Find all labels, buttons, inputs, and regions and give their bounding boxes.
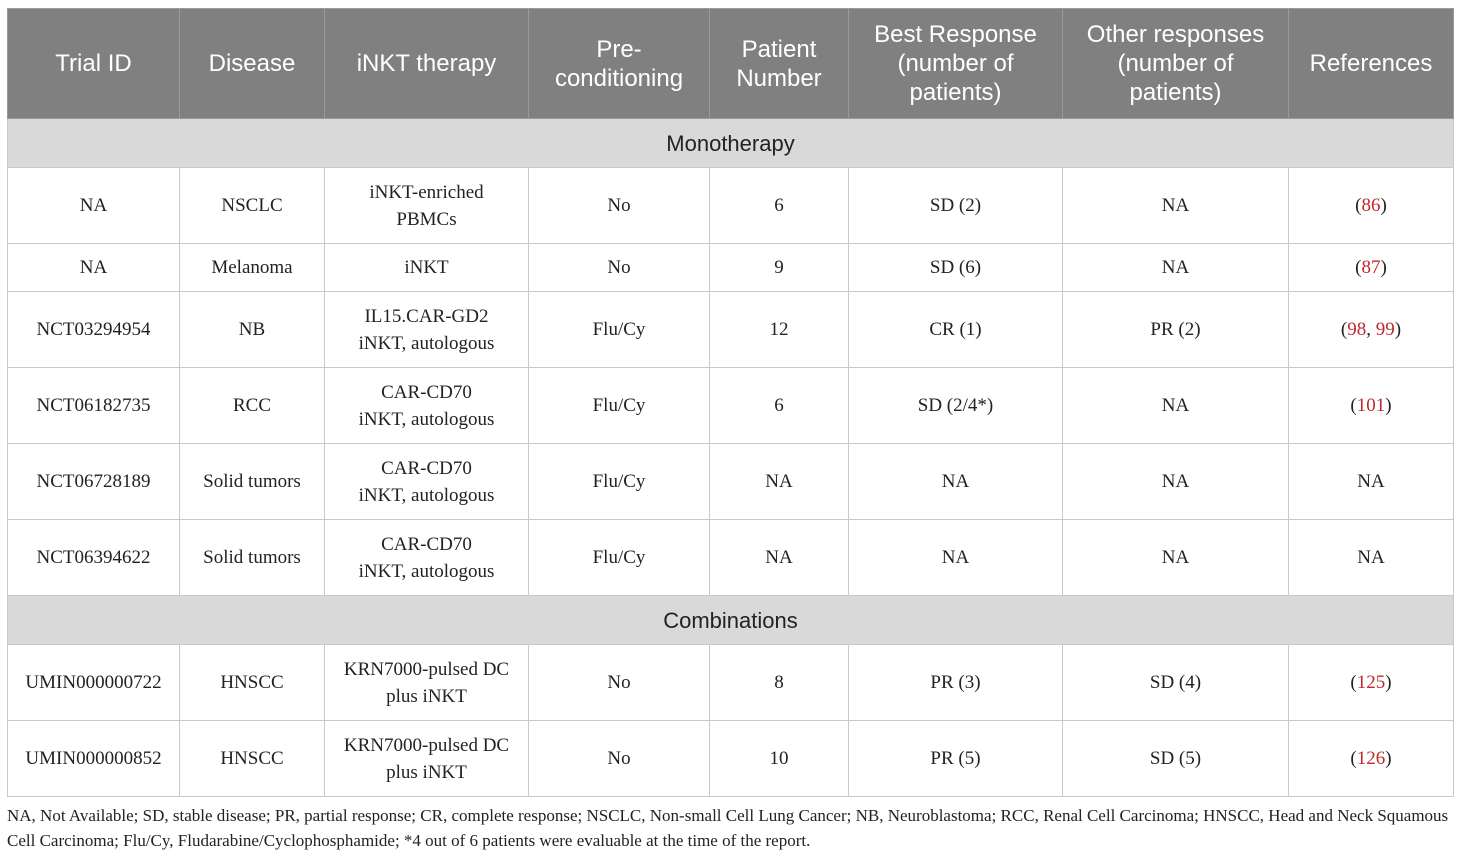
references-cell: (126) <box>1289 721 1454 797</box>
table-row <box>8 368 1454 444</box>
therapy-cell: iNKT-enriched PBMCs <box>325 168 529 244</box>
therapy-cell: CAR-CD70 iNKT, autologous <box>325 444 529 520</box>
trial-id-cell: UMIN000000852 <box>8 721 180 797</box>
therapy-cell: KRN7000-pulsed DC plus iNKT <box>325 721 529 797</box>
best-response-cell: SD (2) <box>849 168 1063 244</box>
patient-number-cell: 6 <box>710 368 849 444</box>
disease-cell: Solid tumors <box>180 444 325 520</box>
therapy-cell: IL15.CAR-GD2 iNKT, autologous <box>325 292 529 368</box>
disease-cell: NSCLC <box>180 168 325 244</box>
other-responses-cell: SD (4) <box>1063 645 1289 721</box>
disease-cell: HNSCC <box>180 721 325 797</box>
table-row <box>8 721 1454 797</box>
trials-table <box>7 8 1454 797</box>
table-container <box>7 8 1453 797</box>
therapy-cell: KRN7000-pulsed DC plus iNKT <box>325 645 529 721</box>
preconditioning-cell: Flu/Cy <box>529 292 710 368</box>
trial-id-cell: NCT06728189 <box>8 444 180 520</box>
patient-number-cell: 12 <box>710 292 849 368</box>
trial-id-cell: NCT03294954 <box>8 292 180 368</box>
references-cell: (101) <box>1289 368 1454 444</box>
header-disease: Disease <box>180 9 325 119</box>
section-row <box>8 596 1454 645</box>
other-responses-cell: NA <box>1063 244 1289 292</box>
section-title: Combinations <box>8 596 1454 645</box>
disease-cell: Melanoma <box>180 244 325 292</box>
table-row <box>8 292 1454 368</box>
patient-number-cell: NA <box>710 444 849 520</box>
best-response-cell: NA <box>849 444 1063 520</box>
preconditioning-cell: No <box>529 168 710 244</box>
disease-cell: NB <box>180 292 325 368</box>
preconditioning-cell: No <box>529 645 710 721</box>
therapy-cell: iNKT <box>325 244 529 292</box>
reference-link[interactable]: 126 <box>1356 748 1386 769</box>
other-responses-cell: NA <box>1063 444 1289 520</box>
patient-number-cell: 8 <box>710 645 849 721</box>
other-responses-cell: SD (5) <box>1063 721 1289 797</box>
reference-link[interactable]: 87 <box>1361 257 1381 278</box>
patient-number-cell: 10 <box>710 721 849 797</box>
reference-link[interactable]: 86 <box>1361 195 1381 216</box>
section-row <box>8 119 1454 168</box>
preconditioning-cell: Flu/Cy <box>529 368 710 444</box>
table-row <box>8 168 1454 244</box>
reference-link[interactable]: 101 <box>1356 395 1386 416</box>
header-other-responses: Other responses (number of patients) <box>1063 9 1289 119</box>
reference-link[interactable]: 125 <box>1356 672 1386 693</box>
references-cell: (87) <box>1289 244 1454 292</box>
header-references: References <box>1289 9 1454 119</box>
patient-number-cell: NA <box>710 520 849 596</box>
header-patient-number: Patient Number <box>710 9 849 119</box>
trial-id-cell: NCT06394622 <box>8 520 180 596</box>
reference-link[interactable]: 98 <box>1347 319 1367 340</box>
preconditioning-cell: No <box>529 721 710 797</box>
header-trial-id: Trial ID <box>8 9 180 119</box>
header-therapy: iNKT therapy <box>325 9 529 119</box>
therapy-cell: CAR-CD70 iNKT, autologous <box>325 368 529 444</box>
other-responses-cell: NA <box>1063 168 1289 244</box>
header-row <box>8 9 1454 119</box>
trial-id-cell: NCT06182735 <box>8 368 180 444</box>
disease-cell: Solid tumors <box>180 520 325 596</box>
table-row <box>8 645 1454 721</box>
section-title: Monotherapy <box>8 119 1454 168</box>
trial-id-cell: NA <box>8 168 180 244</box>
best-response-cell: CR (1) <box>849 292 1063 368</box>
best-response-cell: NA <box>849 520 1063 596</box>
preconditioning-cell: Flu/Cy <box>529 520 710 596</box>
therapy-cell: CAR-CD70 iNKT, autologous <box>325 520 529 596</box>
patient-number-cell: 9 <box>710 244 849 292</box>
references-cell: NA <box>1289 444 1454 520</box>
patient-number-cell: 6 <box>710 168 849 244</box>
trial-id-cell: NA <box>8 244 180 292</box>
other-responses-cell: PR (2) <box>1063 292 1289 368</box>
table-footnote: NA, Not Available; SD, stable disease; PR, partial response; CR, complete response; NSCLC, Non-small Cell Lung Cancer; NB, Neuroblastoma; RCC, Renal Cell Carcinoma; HNSCC, Head and Neck Squamous Cell Carcinoma; Flu/Cy, Fludarabine/Cyclophosphamide; *4 out of 6 patients were evaluable at the time of the report. <box>7 806 1449 850</box>
other-responses-cell: NA <box>1063 520 1289 596</box>
table-row <box>8 444 1454 520</box>
table-body <box>8 119 1454 797</box>
best-response-cell: SD (2/4*) <box>849 368 1063 444</box>
disease-cell: HNSCC <box>180 645 325 721</box>
table-row <box>8 520 1454 596</box>
table-row <box>8 244 1454 292</box>
best-response-cell: PR (5) <box>849 721 1063 797</box>
other-responses-cell: NA <box>1063 368 1289 444</box>
disease-cell: RCC <box>180 368 325 444</box>
references-cell: (98, 99) <box>1289 292 1454 368</box>
reference-link[interactable]: 99 <box>1375 319 1395 340</box>
trial-id-cell: UMIN000000722 <box>8 645 180 721</box>
preconditioning-cell: No <box>529 244 710 292</box>
references-cell: NA <box>1289 520 1454 596</box>
header-best-response: Best Response (number of patients) <box>849 9 1063 119</box>
references-cell: (86) <box>1289 168 1454 244</box>
references-cell: (125) <box>1289 645 1454 721</box>
header-preconditioning: Pre- conditioning <box>529 9 710 119</box>
best-response-cell: SD (6) <box>849 244 1063 292</box>
best-response-cell: PR (3) <box>849 645 1063 721</box>
preconditioning-cell: Flu/Cy <box>529 444 710 520</box>
